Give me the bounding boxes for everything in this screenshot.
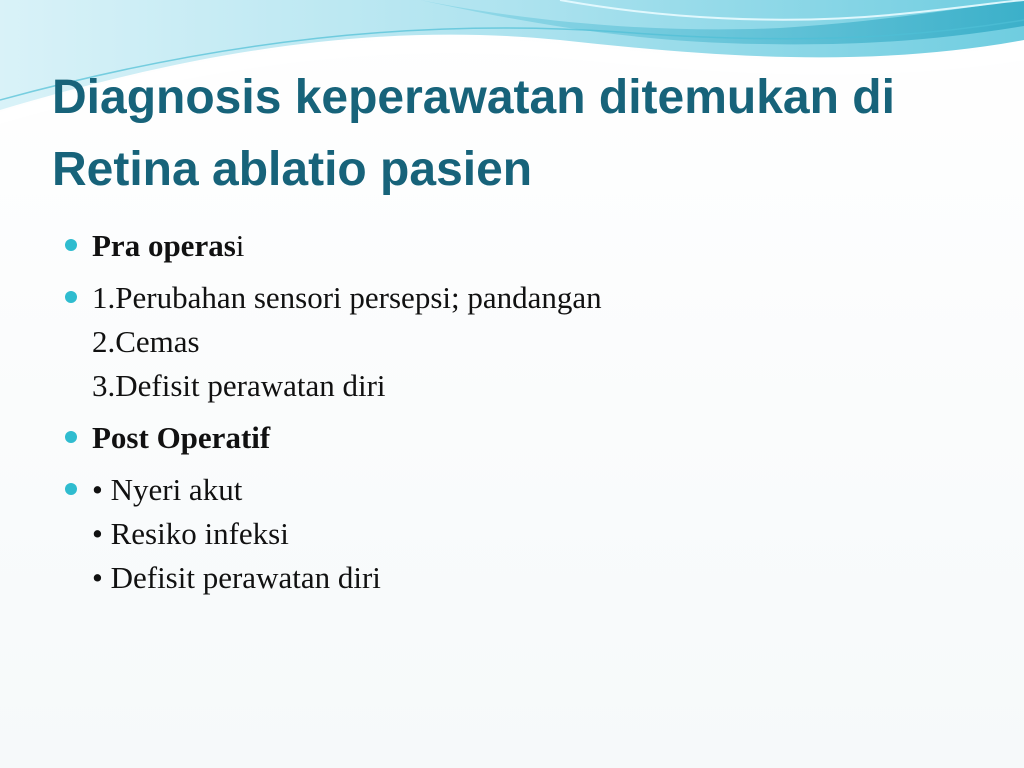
bullet-icon	[65, 291, 77, 303]
list-line: • Defisit perawatan diri	[92, 560, 381, 595]
list-line: 3.Defisit perawatan diri	[92, 368, 386, 403]
list-line: 1.Perubahan sensori persepsi; pandangan	[92, 280, 602, 315]
bullet-icon	[65, 483, 77, 495]
heading-rest-text: i	[235, 228, 245, 263]
heading-bold-text: Pra operas	[92, 228, 236, 263]
bullet-list	[62, 224, 962, 608]
bullet-item-post-operatif	[62, 416, 962, 460]
list-line: 2.Cemas	[92, 324, 200, 359]
section-heading: Post Operatif	[92, 420, 271, 455]
list-line: • Nyeri akut	[92, 472, 243, 507]
list-line: • Resiko infeksi	[92, 516, 289, 551]
bullet-item-post-list	[62, 468, 962, 600]
bullet-icon	[65, 239, 77, 251]
slide-title: Diagnosis keperawatan ditemukan di Retina ablatio pasien	[52, 71, 895, 196]
bullet-item-pra-list	[62, 276, 962, 408]
section-heading	[92, 224, 962, 268]
bullet-item-pra-operasi	[62, 224, 962, 268]
bullet-icon	[65, 431, 77, 443]
